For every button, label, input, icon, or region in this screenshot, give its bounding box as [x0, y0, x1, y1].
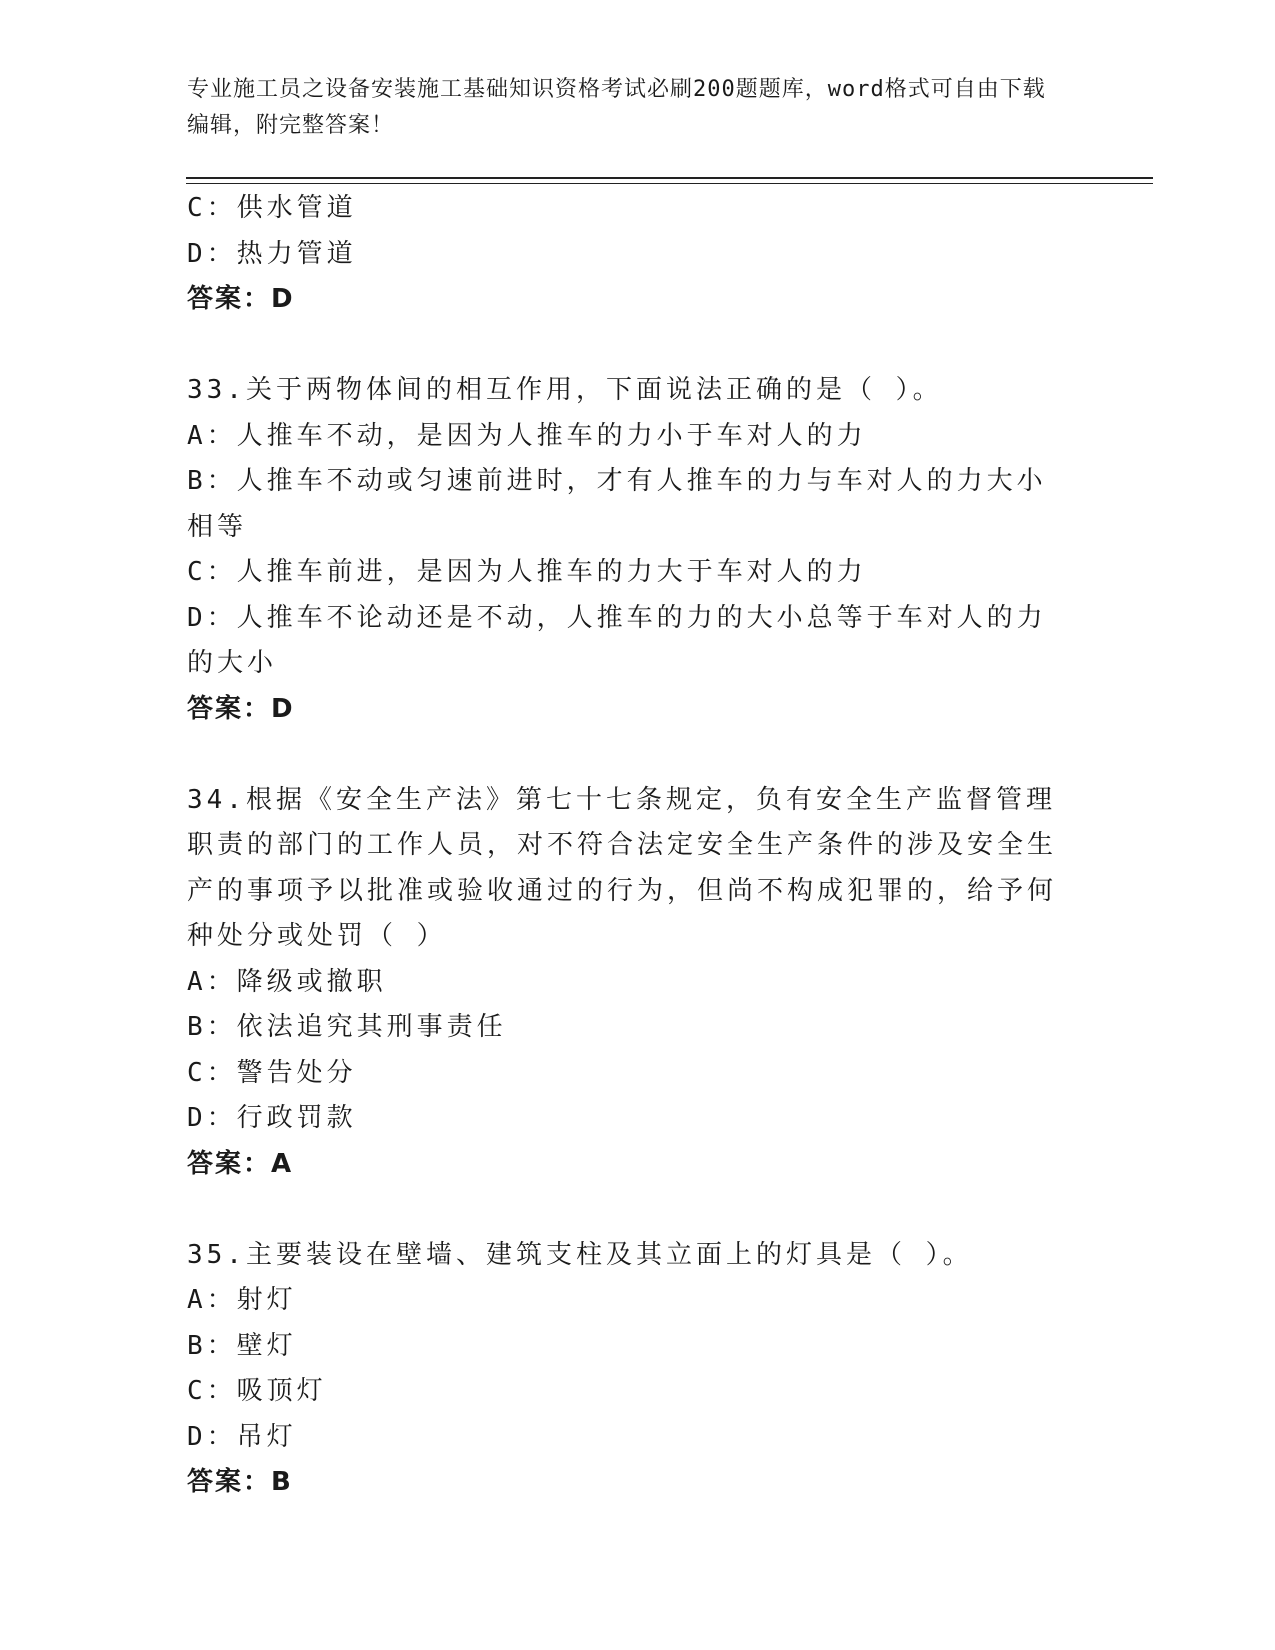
spacer: [187, 732, 1067, 778]
answer: 答案：A: [187, 1148, 294, 1179]
option-c: C：供水管道: [187, 193, 357, 223]
answer: 答案：D: [187, 693, 295, 724]
prev-question-tail: [187, 186, 1067, 323]
question-content: [187, 186, 1067, 1506]
option-a: A：射灯: [187, 1285, 297, 1315]
document-header: 专业施工员之设备安装施工基础知识资格考试必刷200题题库，word格式可自由下载编辑，附完整答案！: [187, 77, 1046, 138]
option-d: D：热力管道: [187, 238, 357, 269]
question-34: [187, 778, 1067, 1188]
option-b: B：壁灯: [187, 1330, 297, 1361]
option-d: D：人推车不论动还是不动，人推车的力的大小总等于车对人的力的大小: [187, 602, 1047, 678]
option-a: A：人推车不动，是因为人推车的力小于车对人的力: [187, 420, 867, 451]
option-b: B：人推车不动或匀速前进时，才有人推车的力与车对人的力大小相等: [187, 466, 1047, 542]
question-stem: 34.根据《安全生产法》第七十七条规定，负有安全生产监督管理职责的部门的工作人员，对不符合法定安全生产条件的涉及安全生产的事项予以批准或验收通过的行为，但尚不构成犯罪的，给予何种处分或处罚（ ）: [187, 784, 1058, 951]
question-35: [187, 1233, 1067, 1506]
option-c: C：人推车前进，是因为人推车的力大于车对人的力: [187, 557, 867, 587]
question-33: [187, 368, 1067, 732]
option-c: C：警告处分: [187, 1057, 357, 1088]
option-a: A：降级或撤职: [187, 966, 387, 997]
question-stem: 35.主要装设在壁墙、建筑支柱及其立面上的灯具是（ ）。: [187, 1239, 973, 1270]
header-rule-thin: [186, 183, 1153, 184]
answer: 答案：B: [187, 1467, 293, 1497]
option-b: B：依法追究其刑事责任: [187, 1012, 507, 1042]
option-d: D：吊灯: [187, 1421, 297, 1452]
spacer: [187, 323, 1067, 369]
answer: 答案：D: [187, 284, 295, 314]
spacer: [187, 1187, 1067, 1233]
option-d: D：行政罚款: [187, 1103, 357, 1133]
option-c: C：吸顶灯: [187, 1376, 327, 1406]
header-rule-thick: [186, 177, 1153, 179]
question-stem: 33.关于两物体间的相互作用，下面说法正确的是（ ）。: [187, 375, 943, 405]
